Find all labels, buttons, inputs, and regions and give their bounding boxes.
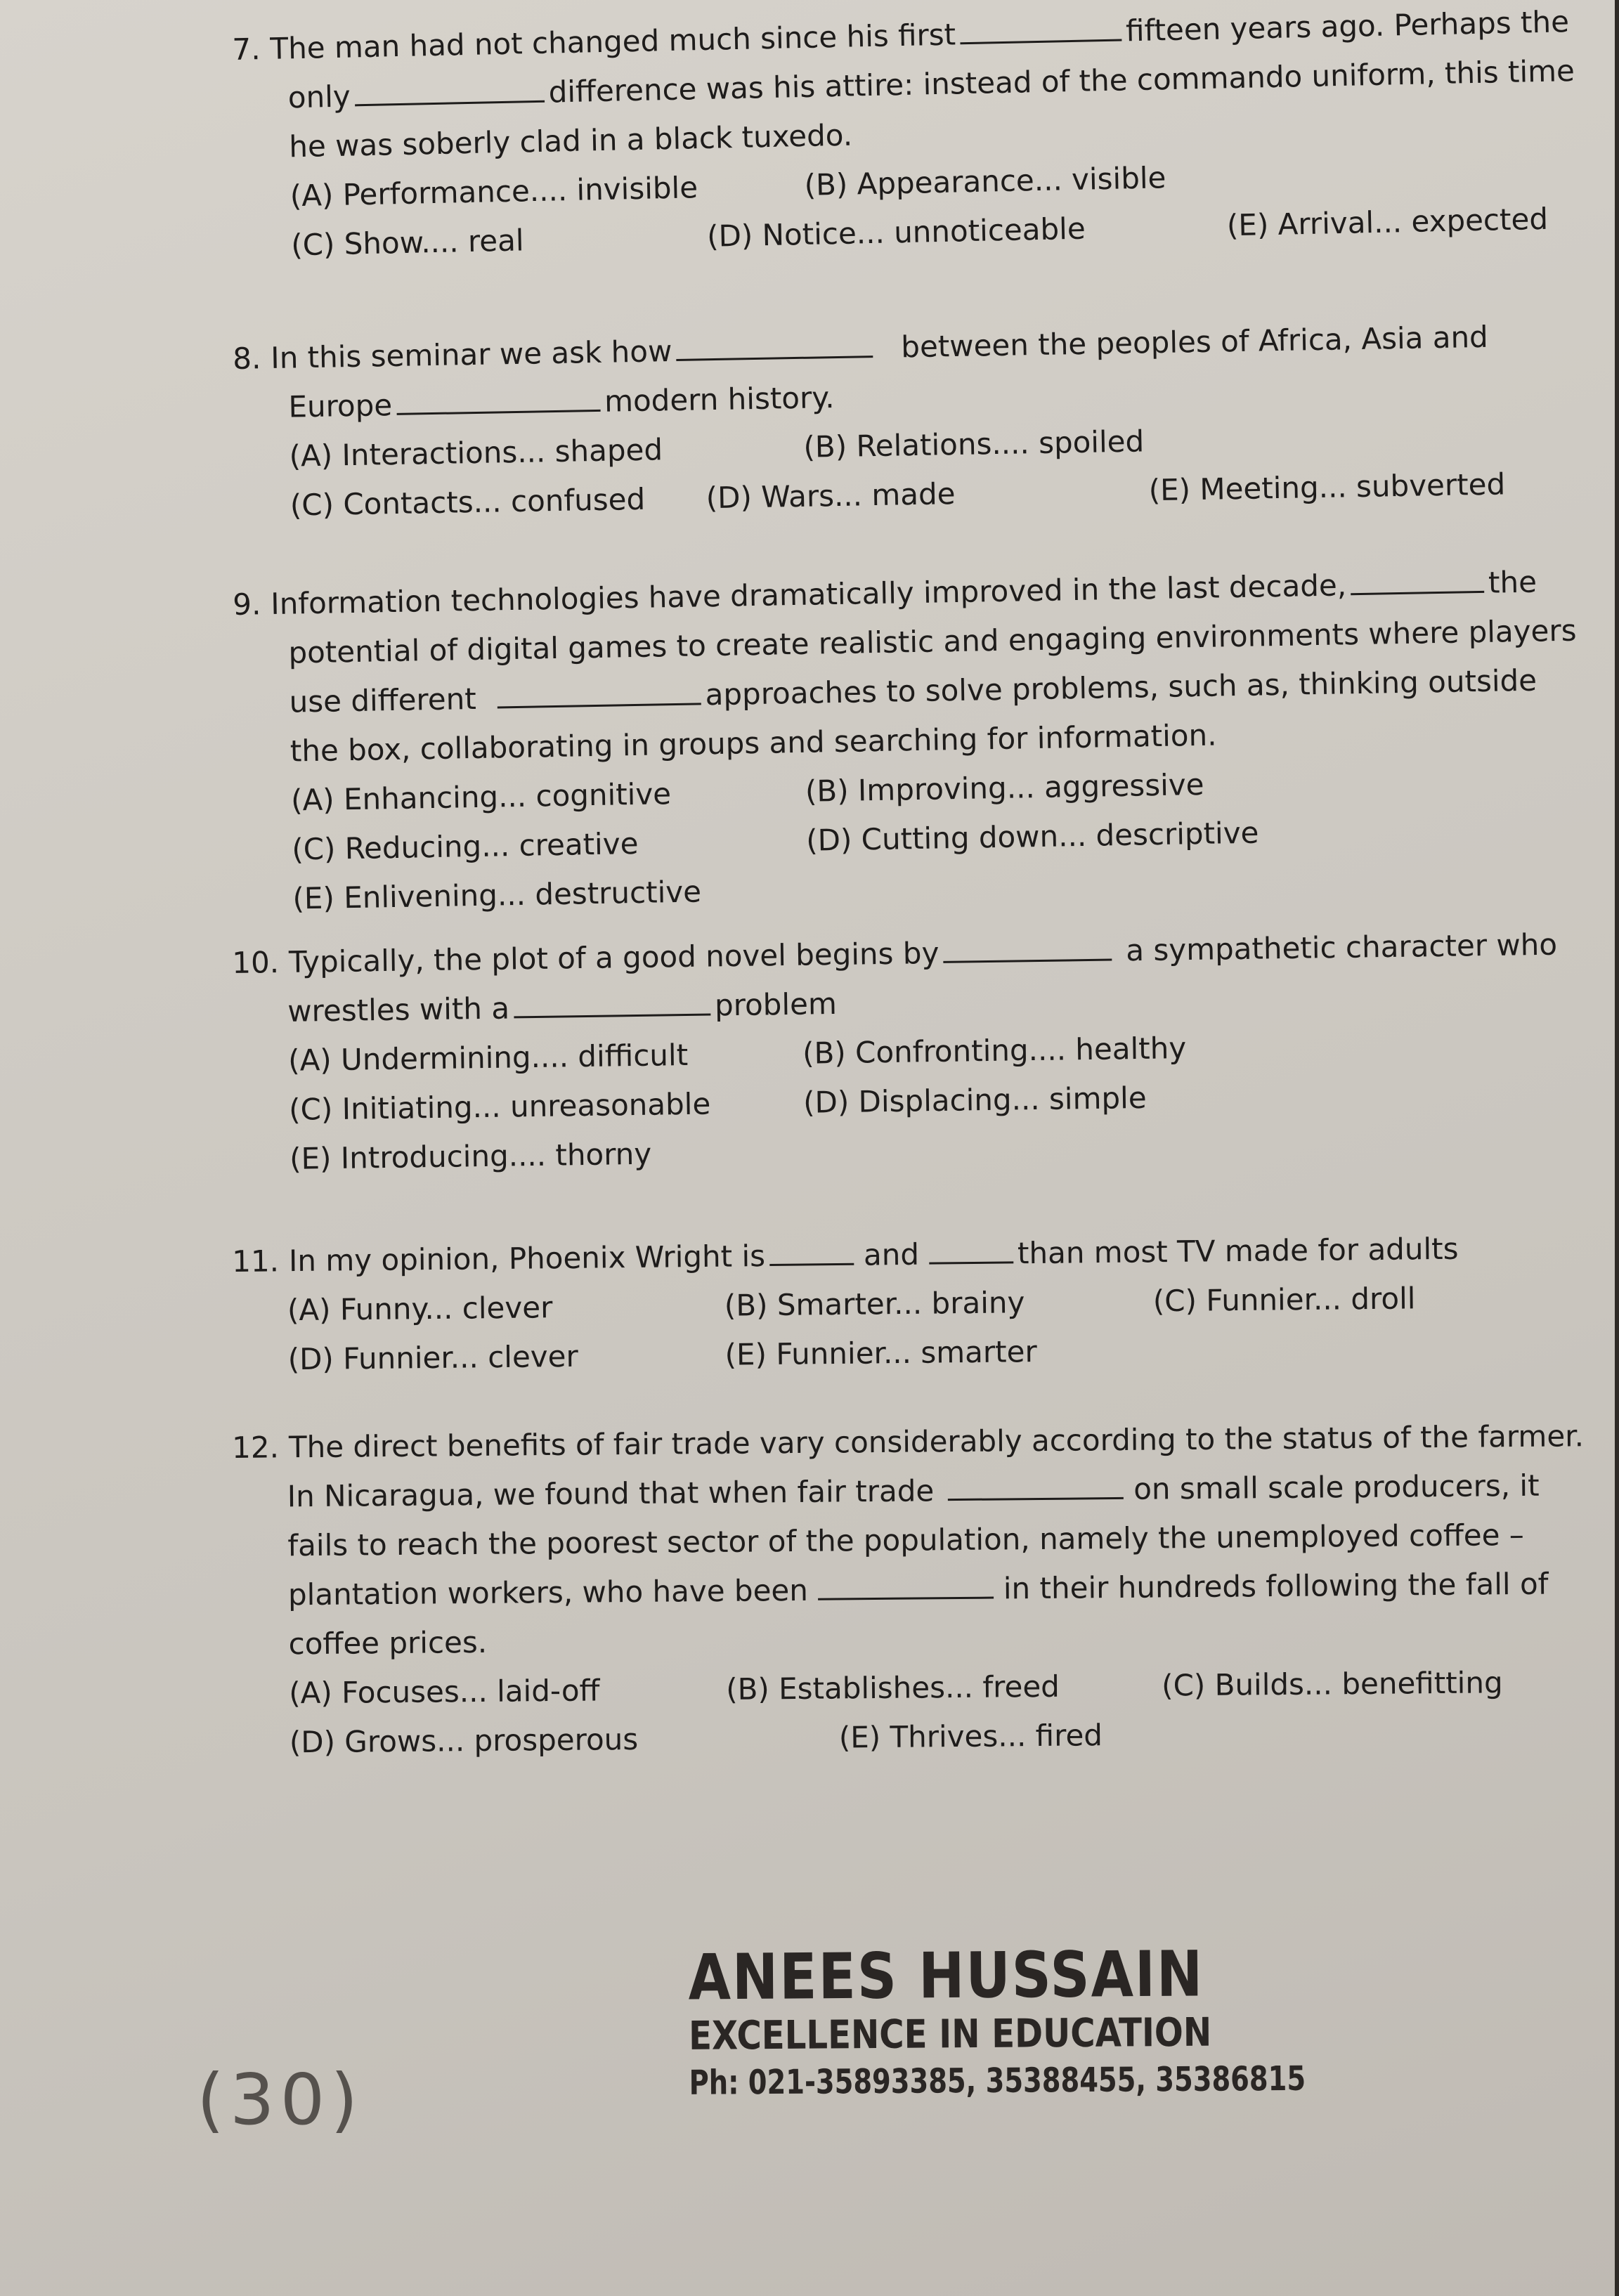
question-text: In Nicaragua, we found that when fair trade: [287, 1473, 935, 1514]
question-text: than most TV made for adults: [1017, 1231, 1459, 1271]
question-text: The direct benefits of fair trade vary considerably according to the status of the farmer.: [288, 1418, 1585, 1465]
question-line: [287, 1468, 1540, 1514]
question-number: 7.: [231, 32, 261, 67]
question-line: [288, 1624, 488, 1662]
option-e: (E) Introducing.... thorny: [289, 1136, 652, 1176]
question-line: [287, 986, 838, 1029]
question-text: wrestles with a: [287, 991, 510, 1029]
option-a: (A) Performance.... invisible: [290, 170, 698, 214]
option-a: (A) Focuses... laid-off: [289, 1673, 600, 1711]
question-text: in their hundreds following the fall of: [1003, 1566, 1549, 1606]
option-d: (D) Cutting down... descriptive: [805, 815, 1259, 858]
question-9: [232, 532, 1577, 916]
question-text: Information technologies have dramatically improved in the last decade,: [270, 568, 1347, 622]
option-d: (D) Displacing... simple: [802, 1080, 1147, 1120]
answer-blank: [354, 78, 545, 107]
answer-blank: [948, 1475, 1124, 1501]
answer-blank: [929, 1239, 1013, 1264]
question-text: problem: [714, 986, 838, 1023]
question-line: [290, 717, 1217, 769]
option-a: (A) Interactions... shaped: [289, 432, 663, 474]
stamp-phone: Ph: 021-35893385, 35388455, 35386815: [689, 2059, 1306, 2103]
option-c: (C) Funnier... droll: [1152, 1281, 1416, 1319]
option-a: (A) Undermining.... difficult: [287, 1037, 689, 1078]
option-b: (B) Improving... aggressive: [805, 767, 1204, 809]
answer-blank: [1351, 568, 1485, 595]
question-line: [288, 117, 853, 164]
question-number: 8.: [232, 341, 261, 376]
question-text: he was soberly clad in a black tuxedo.: [288, 117, 853, 164]
question-text: In this seminar we ask how: [270, 334, 672, 376]
answer-blank: [497, 680, 701, 708]
option-c: (C) Reducing... creative: [291, 826, 639, 867]
option-d: (D) Grows... prosperous: [289, 1721, 639, 1760]
question-text: fails to reach the poorest sector of the population, namely the unemployed coffee –: [287, 1517, 1524, 1563]
answer-blank: [960, 16, 1122, 44]
question-11: [231, 1231, 1567, 1377]
option-c: (C) Show.... real: [290, 223, 524, 263]
option-d: (D) Funnier... clever: [287, 1338, 578, 1377]
question-text: the box, collaborating in groups and searching for information.: [290, 717, 1217, 769]
question-7: [231, 4, 1575, 263]
question-12: [231, 1418, 1585, 1760]
question-line: [231, 1231, 1459, 1279]
option-e: (E) Enlivening... destructive: [292, 874, 702, 916]
option-b: (B) Relations.... spoiled: [803, 424, 1145, 464]
question-text: modern history.: [604, 380, 835, 419]
question-text: use different: [289, 681, 477, 719]
question-text: on small scale producers, it: [1133, 1468, 1540, 1506]
option-e: (E) Funnier... smarter: [724, 1334, 1037, 1372]
answer-blank: [676, 333, 873, 361]
page-number: (30): [197, 2059, 364, 2141]
answer-blank: [943, 937, 1112, 963]
question-number: 11.: [231, 1244, 280, 1279]
institute-stamp: [688, 1936, 1459, 2103]
option-b: (B) Establishes... freed: [725, 1669, 1060, 1707]
question-line: [287, 1566, 1549, 1612]
question-text: difference was his attire: instead of the commando uniform, this time: [548, 53, 1575, 110]
option-a: (A) Enhancing... cognitive: [290, 776, 672, 818]
question-text: coffee prices.: [288, 1624, 488, 1662]
stamp-tagline: EXCELLENCE IN EDUCATION: [688, 2009, 1212, 2059]
question-number: 10.: [231, 945, 280, 980]
question-text: Europe: [288, 388, 393, 424]
option-b: (B) Appearance... visible: [804, 160, 1166, 202]
question-text: plantation workers, who have been: [287, 1572, 809, 1612]
option-e: (E) Thrives... fired: [838, 1718, 1103, 1755]
answer-blank: [769, 1241, 854, 1266]
answer-blank: [514, 991, 710, 1019]
question-line: [288, 380, 835, 424]
question-text: fifteen years ago. Perhaps the: [1125, 4, 1570, 48]
question-line: [288, 613, 1577, 670]
option-d: (D) Wars... made: [706, 476, 956, 516]
question-line: [289, 663, 1537, 719]
question-text: the: [1488, 564, 1537, 600]
answer-blank: [818, 1574, 994, 1600]
option-c: (C) Initiating... unreasonable: [288, 1086, 711, 1127]
option-c: (C) Contacts... confused: [290, 481, 646, 523]
option-b: (B) Confronting.... healthy: [802, 1031, 1187, 1071]
option-b: (B) Smarter... brainy: [724, 1285, 1025, 1323]
question-line: [287, 53, 1575, 115]
question-text: a sympathetic character who: [1125, 927, 1558, 968]
option-c: (C) Builds... benefitting: [1161, 1665, 1503, 1703]
question-text: and: [863, 1237, 920, 1272]
option-d: (D) Notice... unnoticeable: [706, 211, 1086, 254]
question-line: [232, 564, 1537, 622]
question-text: In my opinion, Phoenix Wright is: [288, 1239, 766, 1279]
answer-blank: [396, 387, 601, 415]
question-8: [232, 286, 1567, 523]
option-e: (E) Meeting... subverted: [1148, 467, 1506, 508]
question-text: Typically, the plot of a good novel begins by: [288, 935, 939, 979]
question-text: approaches to solve problems, such as, thinking outside: [705, 663, 1537, 712]
question-text: only: [287, 79, 351, 115]
stamp-name: ANEES HUSSAIN: [688, 1938, 1204, 2015]
question-line: [287, 1517, 1524, 1563]
option-e: (E) Arrival... expected: [1226, 201, 1549, 243]
question-line: [231, 4, 1570, 67]
question-text: potential of digital games to create realistic and engaging environments where players: [288, 613, 1577, 670]
question-line: [231, 927, 1558, 980]
question-line: [232, 319, 1489, 376]
option-a: (A) Funny... clever: [287, 1290, 553, 1328]
question-10: [231, 927, 1567, 1176]
question-text: The man had not changed much since his first: [269, 17, 956, 66]
question-number: 9.: [232, 587, 261, 622]
question-number: 12.: [231, 1430, 280, 1465]
question-text: between the peoples of Africa, Asia and: [900, 319, 1489, 365]
question-line: [231, 1418, 1585, 1465]
